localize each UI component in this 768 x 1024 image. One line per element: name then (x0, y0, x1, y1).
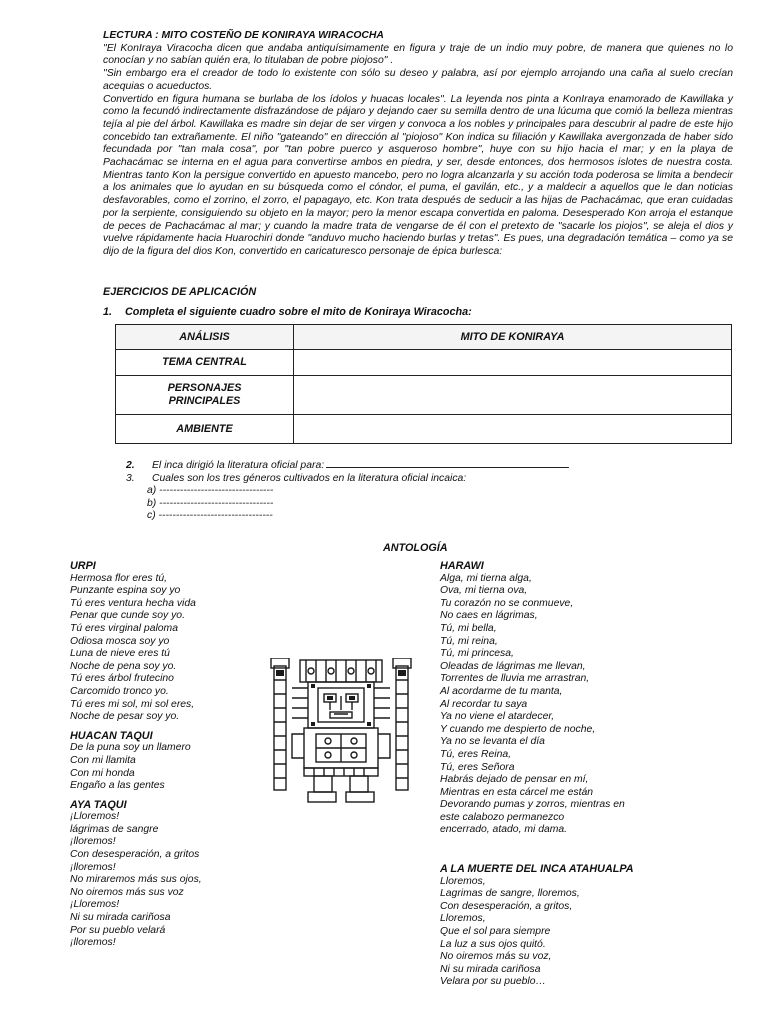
question-3 (126, 473, 569, 486)
poem-line: Lloremos, (440, 875, 486, 887)
poem-line: La luz a sus ojos quitó. (440, 938, 546, 950)
exercises-title: EJERCICIOS DE APLICACIÓN (103, 286, 257, 298)
poem-line: Tú eres ventura hecha vida (70, 597, 196, 609)
poem-line: lágrimas de sangre (70, 823, 159, 835)
poem-line: Tú, eres Reina, (440, 748, 512, 760)
table-row (116, 350, 732, 376)
question-2 (126, 458, 569, 473)
poem-line: De la puna soy un llamero (70, 742, 191, 754)
poem-line: Alga, mi tierna alga, (440, 572, 532, 584)
poem-line: Tu corazón no se conmueve, (440, 597, 574, 609)
poem-line: Tú eres árbol frutecino (70, 673, 174, 685)
poem-title-urpi: URPI (70, 560, 96, 572)
reading-section (103, 30, 733, 259)
answer-cell[interactable] (294, 415, 732, 444)
poem-line: Oleadas de lágrimas me llevan, (440, 660, 586, 672)
poem-line: Con desesperación, a gritos (70, 849, 200, 861)
poem-line: Tú, eres Señora (440, 761, 515, 773)
questions-2-3 (126, 458, 569, 523)
poem-line: ¡Lloremos! (70, 811, 120, 823)
poem-line: este calabozo permanezco (440, 811, 565, 823)
poem-line: Tú, mi bella, (440, 622, 497, 634)
poem-line: Lagrimas de sangre, lloremos, (440, 888, 580, 900)
poem-line: Noche de pena soy yo. (70, 660, 177, 672)
analysis-table (115, 324, 732, 444)
poem-line: Velara por su pueblo… (440, 976, 546, 988)
poem-line: Ya no viene el atardecer, (440, 711, 555, 723)
answer-option[interactable]: b) --------------------------------- (147, 497, 274, 509)
table-header-mito: MITO DE KONIRAYA (294, 325, 732, 350)
table-row-label: AMBIENTE (116, 415, 294, 444)
poem-line: Con mi llamita (70, 754, 136, 766)
poem-title-harawi: HARAWI (440, 560, 484, 572)
poem-urpi (70, 573, 202, 724)
poem-line: Que el sol para siempre (440, 926, 551, 938)
table-row-label (116, 376, 294, 415)
table-row (116, 376, 732, 415)
table-row-label: TEMA CENTRAL (116, 350, 294, 376)
poem-line: Penar que cunde soy yo. (70, 610, 185, 622)
poem-line: ¡lloremos! (70, 836, 116, 848)
poem-line: Ya no se levanta el día (440, 736, 545, 748)
poem-line: Mientras en esta cárcel me están (440, 786, 594, 798)
poem-line: Tú, mi princesa, (440, 648, 514, 660)
poem-title-huacan-taqui: HUACAN TAQUI (70, 729, 153, 742)
reading-paragraph: "El KonIraya Viracocha dicen que andaba antiquísimamente en figura y traje de un indio muy pobre, de manera que quienes no lo conocían y no sabían quién era, lo titulaban de pobre piojoso" . (103, 42, 733, 67)
poem-line: No oiremos más su voz, (440, 951, 552, 963)
reading-paragraph: "Sin embargo era el creador de todo lo existente con sólo su deseo y palabra, así por ejemplo arrojando una caña al suelo crecían acequias o acueductos. (103, 68, 733, 92)
poem-line: Tú, mi reina, (440, 635, 498, 647)
answer-cell[interactable] (294, 350, 732, 376)
question-1 (103, 306, 472, 318)
table-row (116, 415, 732, 444)
poem-line: Por su pueblo velará (70, 924, 166, 936)
poem-line: Engaño a las gentes (70, 780, 165, 792)
poem-muerte-atahualpa (440, 876, 634, 989)
reading-paragraph: Convertido en figura humana se burlaba de los ídolos y huacas locales". La leyenda nos pinta a KonIraya enamorado de Kawillaka y como la fecundó indirectamente disfrazándose de pájaro y dejando caer su semilla dentro de una lúcuma que comió la belleza mientras tejía al pie del árbol. Kawillaka es madre sin dejar de ser virgen y convoca a los nobles y principales para descubrir al padre de este hijo concebido tan extrañamente. El niño "gateando" en dirección al "piojoso" Kon indica su filiación y Kawillaka avergonzada de haber sido fecundada por "tan mala cosa", por "tan pobre puerco y asqueroso hombre", huye con su hijo hacia el mar; y en la playa de Pachacámac se interna en el agua para convertirse ambos en piedra, y ser, desde entonces, dos hermosos islotes de nuestra costa. Mientras tanto Kon la persigue convertido en apuesto mancebo, pero no logra alcanzarla y su acción toda poderosa se limita a bendecir a los animales que lo ayudan en su búsqueda como el cóndor, el puma, el gavilán, etc., y a maldecir a aquellos que le dan noticias desfavorables, como el zorrino, el zorro, el papagayo, etc. Kon trata después de seducir a las hijas de Pachacámac, que eran cuidadas por la serpiente, consiguiendo su objeto en la mayor; pero la menor escapa convertida en paloma. Desesperado Kon arroja el estanque de peces de Pachacámac al mar; y cuando la madre trata de vengarse de él con el pretexto de "sacarle los piojos", se aleja el dios y vuelve rápidamente hacia Huarochiri donde "anduvo mucho haciendo burlas y tretas". Es pues, una degradación temática – como ya se dijo de la figura del dios Kon, convertido en caricaturesco personaje de épica burlesca: (103, 93, 733, 257)
poem-line: encerrado, atado, mi dama. (440, 824, 568, 836)
question-text: Completa el siguiente cuadro sobre el mito de Koniraya Wiracocha: (125, 306, 472, 318)
table-header-analisis: ANÁLISIS (116, 325, 294, 350)
poem-title-aya-taqui: AYA TAQUI (70, 798, 127, 811)
anthology-title: ANTOLOGÍA (383, 542, 448, 554)
poem-line: Hermosa flor eres tú, (70, 572, 168, 584)
poem-line: Habrás dejado de pensar en mí, (440, 774, 589, 786)
poem-line: Odiosa mosca soy yo (70, 635, 170, 647)
poem-line: Tú eres virginal paloma (70, 622, 178, 634)
poem-line: Lloremos, (440, 913, 486, 925)
question-number: 1. (103, 306, 113, 318)
poem-line: Ni su mirada cariñosa (440, 963, 541, 975)
poem-line: Al recordar tu saya (440, 698, 528, 710)
poem-line: Ni su mirada cariñosa (70, 912, 171, 924)
poem-line: Carcomido tronco yo. (70, 685, 169, 697)
poem-line: ¡Lloremos! (70, 899, 120, 911)
answer-cell[interactable] (294, 376, 732, 415)
andean-deity-icon (270, 658, 412, 804)
poem-line: ¡lloremos! (70, 861, 116, 873)
question-text: El inca dirigió la literatura oficial para: (152, 460, 325, 471)
answer-line[interactable] (326, 458, 569, 468)
question-number: 3. (126, 472, 135, 484)
poem-line: Con desesperación, a gritos, (440, 900, 573, 912)
poem-line: No oiremos más sus voz (70, 886, 184, 898)
spacer (440, 837, 634, 857)
label-line: PERSONAJES (167, 382, 242, 394)
poem-line: Punzante espina soy yo (70, 585, 181, 597)
poem-line: Tú eres mi sol, mi sol eres, (70, 698, 195, 710)
anthology-left-column (70, 560, 202, 950)
poem-line: Al acordarme de tu manta, (440, 685, 563, 697)
reading-title: LECTURA : MITO COSTEÑO DE KONIRAYA WIRACOCHA (103, 30, 384, 41)
question-text: Cuales son los tres géneros cultivados en la literatura oficial incaica: (152, 472, 467, 484)
poem-line: Con mi honda (70, 767, 135, 779)
poem-line: Torrentes de lluvia me arrastran, (440, 673, 590, 685)
answer-option[interactable]: c) --------------------------------- (147, 510, 273, 521)
poem-title-muerte-atahualpa: A LA MUERTE DEL INCA ATAHUALPA (440, 863, 634, 876)
poem-aya-taqui (70, 811, 202, 950)
poem-line: Devorando pumas y zorros, mientras en (440, 799, 625, 811)
poem-line: Ova, mi tierna ova, (440, 585, 528, 597)
poem-huacan-taqui (70, 742, 202, 792)
poem-line: No caes en lágrimas, (440, 610, 538, 622)
label-line: PRINCIPALES (168, 395, 241, 407)
anthology-right-column (440, 560, 634, 989)
poem-line: Luna de nieve eres tú (70, 648, 170, 660)
poem-line: No miraremos más sus ojos, (70, 874, 202, 886)
poem-line: ¡lloremos! (70, 937, 116, 949)
question-number: 2. (126, 460, 135, 471)
poem-line: Y cuando me despierto de noche, (440, 723, 596, 735)
poem-harawi (440, 573, 634, 837)
answer-option[interactable]: a) --------------------------------- (147, 485, 274, 496)
poem-line: Noche de pesar soy yo. (70, 711, 180, 723)
